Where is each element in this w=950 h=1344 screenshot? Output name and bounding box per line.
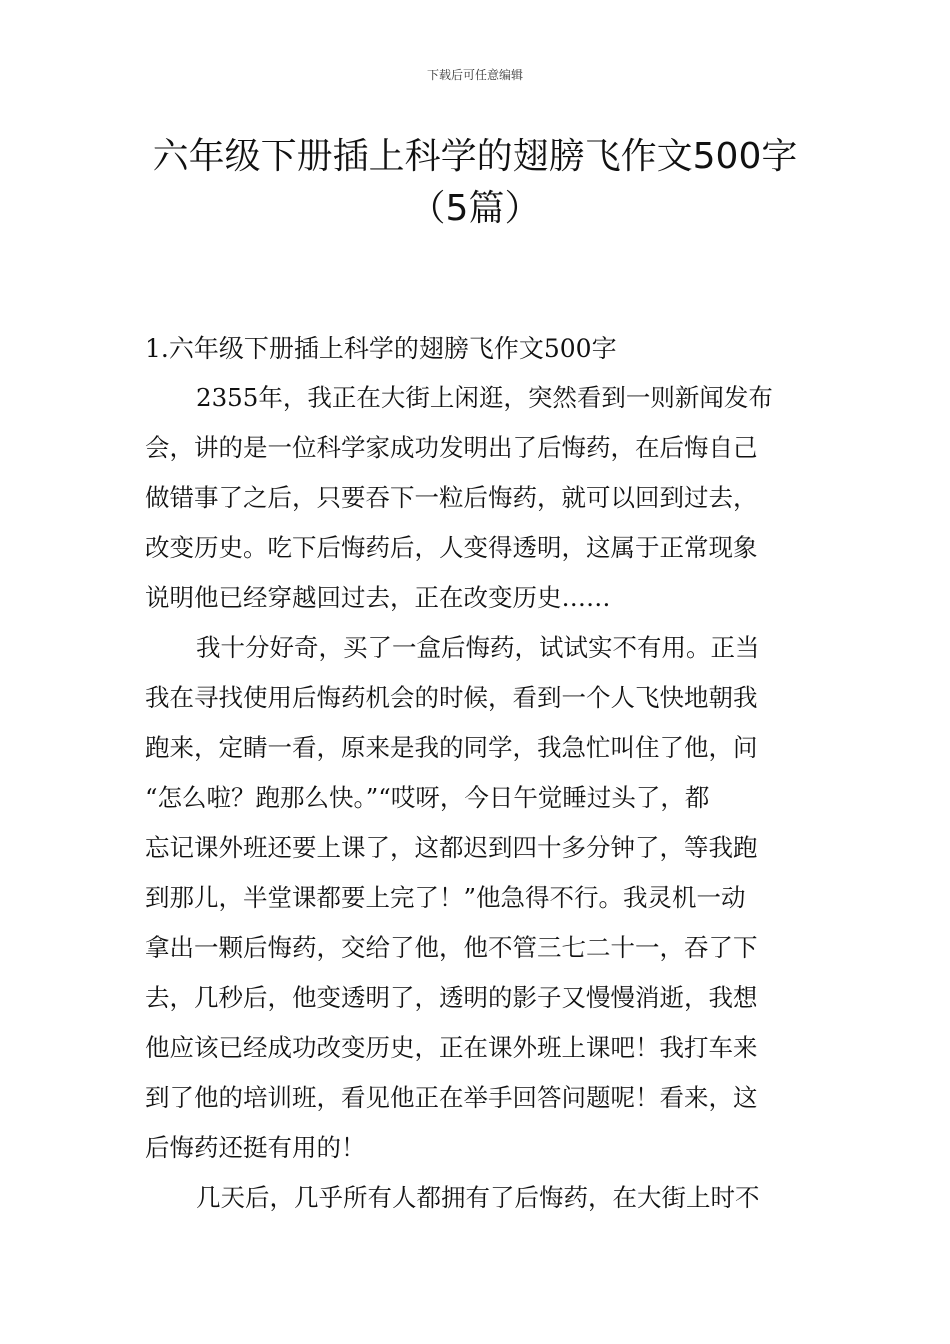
paragraph-line: 我十分好奇，买了一盒后悔药，试试实不有用。正当 — [196, 633, 760, 662]
paragraph-line: 后悔药还挺有用的！ — [145, 1133, 366, 1162]
document-title-line-1: 六年级下册插上科学的翅膀飞作文500字 — [152, 136, 798, 177]
paragraph-line: 做错事了之后，只要吞下一粒后悔药，就可以回到过去， — [145, 483, 758, 512]
paragraph-line: 跑来，定睛一看，原来是我的同学，我急忙叫住了他，问 — [145, 733, 758, 762]
paragraph-line: 到了他的培训班，看见他正在举手回答问题呢！看来，这 — [145, 1083, 758, 1112]
paragraph-line: “怎么啦？跑那么快。”“哎呀，今日午觉睡过头了，都 — [145, 783, 710, 812]
paragraph-line: 会，讲的是一位科学家成功发明出了后悔药，在后悔自己 — [145, 433, 758, 462]
section-heading: 1.六年级下册插上科学的翅膀飞作文500字 — [145, 334, 617, 363]
paragraph-line: 几天后，几乎所有人都拥有了后悔药，在大街上时不 — [196, 1183, 760, 1212]
paragraph-line: 忘记课外班还要上课了，这都迟到四十多分钟了，等我跑 — [145, 833, 758, 862]
paragraph-line: 去，几秒后，他变透明了，透明的影子又慢慢消逝，我想 — [145, 983, 758, 1012]
paragraph-line: 拿出一颗后悔药，交给了他，他不管三七二十一，吞了下 — [145, 933, 758, 962]
paragraph-line: 改变历史。吃下后悔药后，人变得透明，这属于正常现象 — [145, 533, 758, 562]
header-note: 下载后可任意编辑 — [426, 68, 523, 82]
paragraph-line: 说明他已经穿越回过去，正在改变历史…… — [145, 583, 611, 612]
paragraph-line: 到那儿，半堂课都要上完了！”他急得不行。我灵机一动 — [145, 883, 746, 912]
paragraph-line: 他应该已经成功改变历史，正在课外班上课吧！我打车来 — [145, 1033, 758, 1062]
paragraph-line: 我在寻找使用后悔药机会的时候，看到一个人飞快地朝我 — [145, 683, 758, 712]
document-title-line-2: （5篇） — [409, 188, 541, 229]
paragraph-line: 2355年，我正在大街上闲逛，突然看到一则新闻发布 — [196, 383, 773, 412]
